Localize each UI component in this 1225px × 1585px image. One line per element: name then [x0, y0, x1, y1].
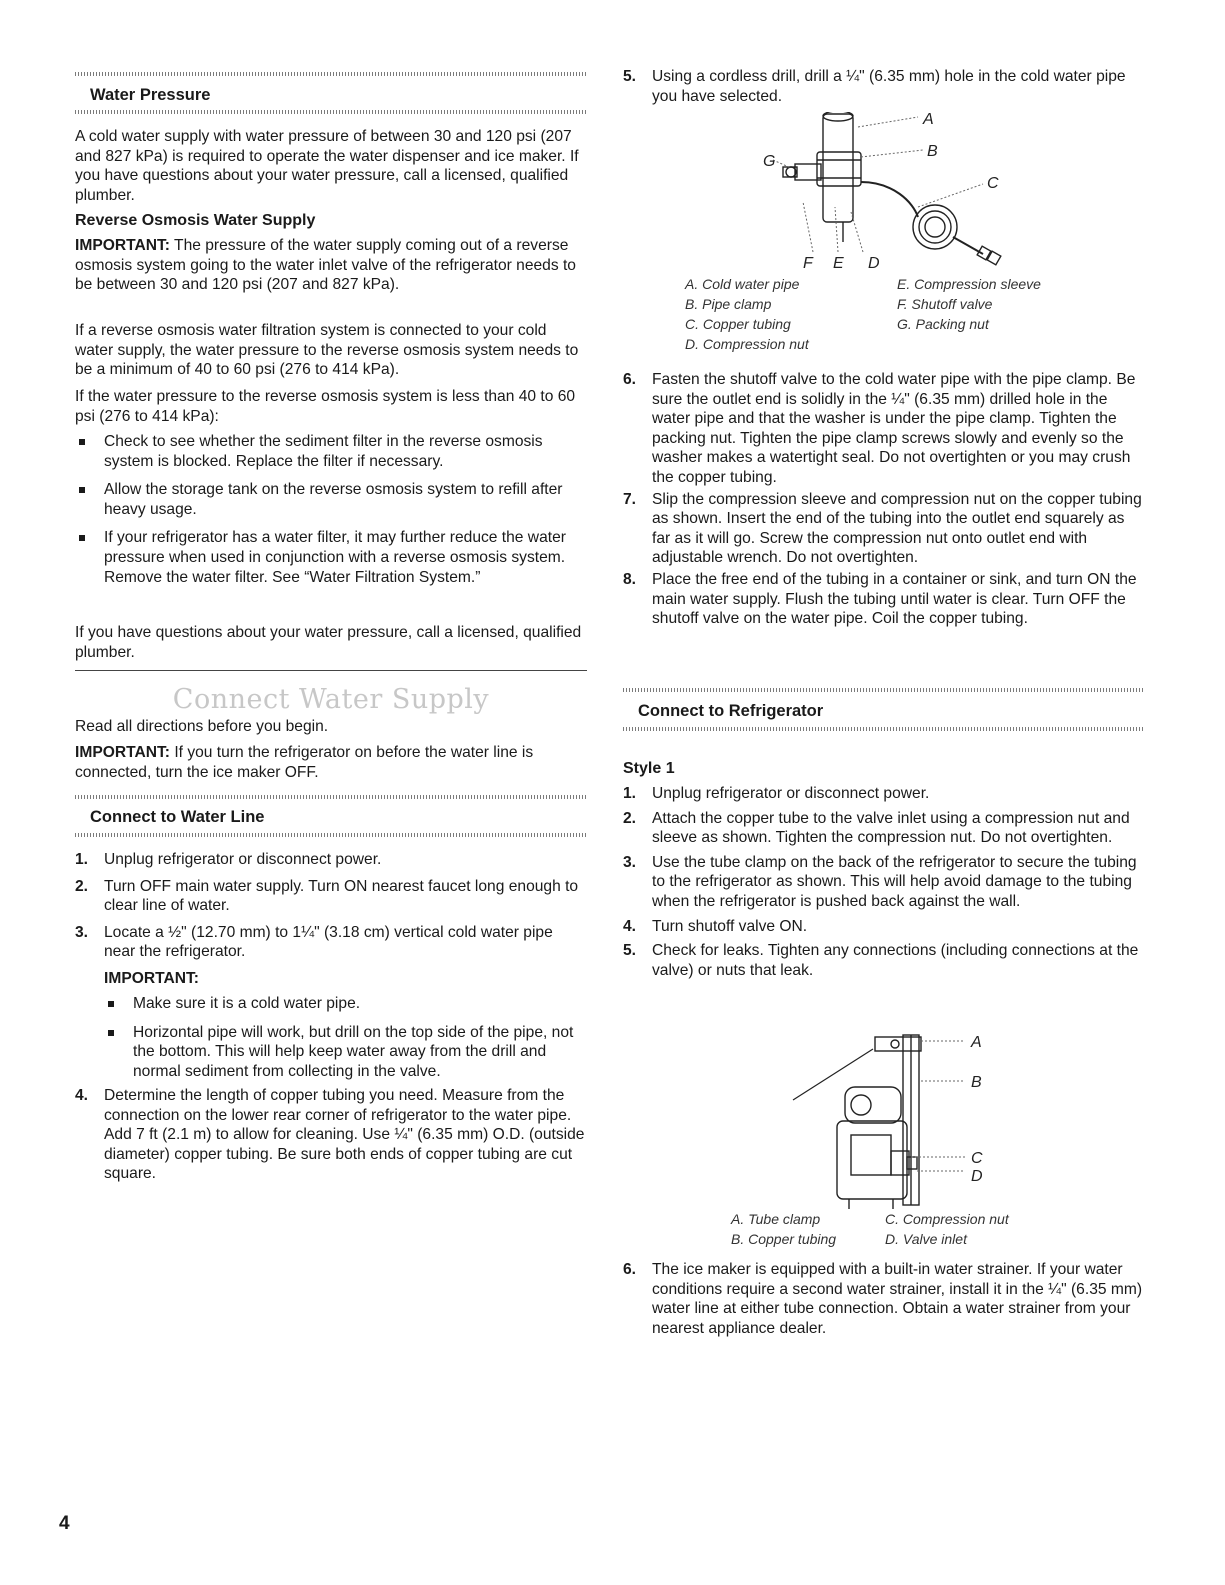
label-g: G	[763, 153, 776, 170]
caption-line: G. Packing nut	[897, 316, 989, 332]
step-text: Turn OFF main water supply. Turn ON nearest faucet long enough to clear line of water.	[104, 877, 579, 915]
ro-paragraph-2: If a reverse osmosis water filtration system is connected to your cold water supply, the water pressure to the reverse osmosis system needs to be a minimum of 40 to 60 psi (276 to 414 kPa).	[75, 322, 579, 379]
label-c: C	[987, 175, 999, 192]
valve-body-shape	[837, 1121, 907, 1199]
caption-line: B. Pipe clamp	[685, 296, 772, 312]
heading-rule	[623, 727, 1145, 731]
connect-supply-important	[75, 743, 587, 782]
step-5	[623, 67, 1145, 106]
step-number: 2.	[75, 877, 89, 895]
water-pressure-intro: A cold water supply with water pressure of between 30 and 120 psi (207 and 827 kPa) is required to operate the water dispenser and ice maker. If you have questions about your water pressure, call a licensed, qualified plumber.	[75, 128, 579, 204]
step-item	[623, 917, 1145, 937]
step-item	[623, 370, 1145, 488]
label-f: F	[803, 255, 813, 272]
step-number: 4.	[623, 917, 637, 935]
list-item: If your refrigerator has a water filter, it may further reduce the water pressure when used in conjunction with a reverse osmosis system. Remove the water filter. See “Water Filtration System.”	[75, 528, 587, 587]
water-line-step-4	[75, 1086, 587, 1184]
list-item: Horizontal pipe will work, but drill on the top side of the pipe, not the bottom. This will help keep water away from the drill and normal sediment from collecting in the valve.	[104, 1023, 587, 1082]
steps-6-to-8	[623, 370, 1145, 629]
ro-paragraph-3: If the water pressure to the reverse osmosis system is less than 40 to 60 psi (276 to 414 kPa):	[75, 388, 576, 425]
caption-line: F. Shutoff valve	[897, 296, 993, 312]
step-number: 8.	[623, 570, 637, 588]
step-number: 5.	[623, 942, 637, 960]
label-c: C	[971, 1150, 983, 1167]
figure-1-caption-left	[685, 274, 905, 354]
compression-nut-shape	[891, 1151, 909, 1175]
connect-refrigerator-heading: Connect to Refrigerator	[638, 702, 824, 720]
step-text: Attach the copper tube to the valve inlet using a compression nut and sleeve as shown. Tighten the compression nut. Do not overtighten.	[652, 809, 1130, 847]
step-item	[623, 1260, 1145, 1338]
label-b: B	[927, 143, 938, 160]
figure-2-caption-left	[731, 1209, 891, 1249]
label-d: D	[868, 255, 880, 272]
step-text: Fasten the shutoff valve to the cold water pipe with the pipe clamp. Be sure the outlet end is solidly in the ¼" (6.35 mm) drilled hole in the water pipe and that the washer is under the pipe clamp. Tighten the packing nut. Tighten the pipe clamp screws slowly and evenly so the washer makes a watertight seal. Do not overtighten or you may crush the copper tubing.	[652, 371, 1136, 486]
heading-rule	[75, 833, 587, 837]
step-item	[75, 1086, 587, 1184]
heading-rule	[75, 110, 587, 114]
step-number: 1.	[623, 785, 637, 802]
step-item	[623, 809, 1145, 848]
step-item	[75, 877, 587, 916]
connect-water-supply-title: Connect Water Supply	[172, 684, 490, 715]
step-text: Locate a ½" (12.70 mm) to 1¼" (3.18 cm) vertical cold water pipe near the refrigerator.	[104, 923, 553, 961]
step-item	[623, 941, 1145, 980]
caption-line: A. Tube clamp	[731, 1211, 821, 1227]
step-item	[623, 853, 1145, 912]
step-text: Use the tube clamp on the back of the refrigerator to secure the tubing to the refrigerator as shown. This will help avoid damage to the tubing when the refrigerator is pushed back against the wall.	[652, 853, 1137, 910]
caption-line: B. Copper tubing	[731, 1231, 837, 1247]
step-text: Check for leaks. Tighten any connections (including connections at the valve) or nuts that leak.	[652, 942, 1139, 979]
heading-rule	[75, 72, 587, 76]
ro-bullet-list	[75, 432, 587, 587]
refrigerator-steps	[623, 784, 1145, 980]
style-1-heading: Style 1	[623, 760, 675, 777]
label-a: A	[971, 1034, 982, 1051]
step-number: 7.	[623, 490, 637, 508]
connect-water-line-heading: Connect to Water Line	[90, 808, 265, 826]
step-number: 2.	[623, 809, 637, 827]
step-number: 6.	[623, 1261, 637, 1278]
heading-rule	[75, 795, 587, 799]
step-item	[623, 490, 1145, 568]
read-all-directions: Read all directions before you begin.	[75, 718, 329, 735]
step-text: Slip the compression sleeve and compression nut on the copper tubing as shown. Insert the end of the tubing into the outlet end squarely as far as it will go. Screw the compression nut onto outlet end with adjustable wrench. Do not overtighten.	[652, 490, 1142, 567]
step-text: The ice maker is equipped with a built-in water strainer. If your water conditions require a second water strainer, install it in the ¼" (6.35 mm) water line at either tube connection. Obtain a water strainer from your nearest appliance dealer.	[652, 1261, 1143, 1337]
section-divider	[75, 670, 587, 671]
label-e: E	[833, 255, 844, 272]
step-item	[623, 67, 1145, 106]
step-text: Determine the length of copper tubing you need. Measure from the connection on the lower rear corner of refrigerator to the water pipe. Add 7 ft (2.1 m) to allow for cleaning. Use ¼" (6.35 mm) O.D. (outside diameter) copper tubing. Be sure both ends of copper tubing are cut square.	[104, 1087, 585, 1183]
ro-important	[75, 236, 587, 295]
step-number: 6.	[623, 371, 637, 388]
step-item	[623, 570, 1145, 629]
step-number: 5.	[623, 68, 637, 85]
step-number: 1.	[75, 851, 89, 868]
step-3-bullets	[75, 994, 587, 1081]
label-a: A	[923, 112, 934, 128]
important-text: The pressure of the water supply coming out of a reverse osmosis system going to the water inlet valve of the refrigerator needs to be between 30 and 120 psi (207 and 827 kPa).	[75, 237, 576, 294]
cold-water-pipe-shape	[823, 114, 853, 222]
important-label: IMPORTANT:	[75, 237, 170, 254]
shutoff-valve-diagram	[743, 112, 1053, 272]
list-item: Allow the storage tank on the reverse osmosis system to refill after heavy usage.	[75, 480, 587, 519]
list-item: Make sure it is a cold water pipe.	[104, 994, 587, 1014]
step-item	[75, 850, 587, 870]
step-number: 3.	[623, 853, 637, 871]
step-number: 4.	[75, 1087, 89, 1104]
step-text: Turn shutoff valve ON.	[652, 917, 808, 935]
caption-line: C. Compression nut	[885, 1211, 1009, 1227]
step-text: Place the free end of the tubing in a container or sink, and turn ON the main water supply. Flush the tubing until water is clear. Turn OFF the shutoff valve on the water pipe. Coil the copper tubing.	[652, 570, 1137, 628]
valve-inlet-diagram	[783, 1025, 1003, 1210]
step-item	[75, 923, 587, 962]
page-number: 4	[59, 1513, 70, 1534]
caption-line: E. Compression sleeve	[897, 276, 1041, 292]
figure-2-caption-right	[885, 1209, 1085, 1249]
water-pressure-heading: Water Pressure	[90, 86, 211, 104]
caption-line: A. Cold water pipe	[685, 276, 800, 292]
step-3-important-label: IMPORTANT:	[104, 970, 199, 987]
label-d: D	[971, 1168, 983, 1185]
step-text: Unplug refrigerator or disconnect power.	[104, 851, 382, 868]
label-b: B	[971, 1074, 982, 1091]
heading-rule	[623, 688, 1145, 692]
ro-heading: Reverse Osmosis Water Supply	[75, 212, 316, 229]
refrigerator-step-6	[623, 1260, 1145, 1338]
caption-line: C. Copper tubing	[685, 316, 791, 332]
figure-1-caption-right	[897, 274, 1137, 334]
step-item	[623, 784, 1145, 804]
caption-line: D. Valve inlet	[885, 1231, 967, 1247]
step-text: Unplug refrigerator or disconnect power.	[652, 785, 930, 802]
step-text: Using a cordless drill, drill a ¼" (6.35 mm) hole in the cold water pipe you have selected.	[652, 68, 1126, 105]
list-item: Check to see whether the sediment filter in the reverse osmosis system is blocked. Replace the filter if necessary.	[75, 432, 587, 471]
tube-clamp-shape	[875, 1037, 921, 1051]
water-line-steps	[75, 850, 587, 962]
important-text: If you turn the refrigerator on before the water line is connected, turn the ice maker OFF.	[75, 744, 534, 781]
important-label: IMPORTANT:	[75, 744, 170, 761]
water-pressure-closing: If you have questions about your water pressure, call a licensed, qualified plumber.	[75, 624, 582, 661]
caption-line: D. Compression nut	[685, 336, 809, 352]
step-number: 3.	[75, 923, 89, 941]
